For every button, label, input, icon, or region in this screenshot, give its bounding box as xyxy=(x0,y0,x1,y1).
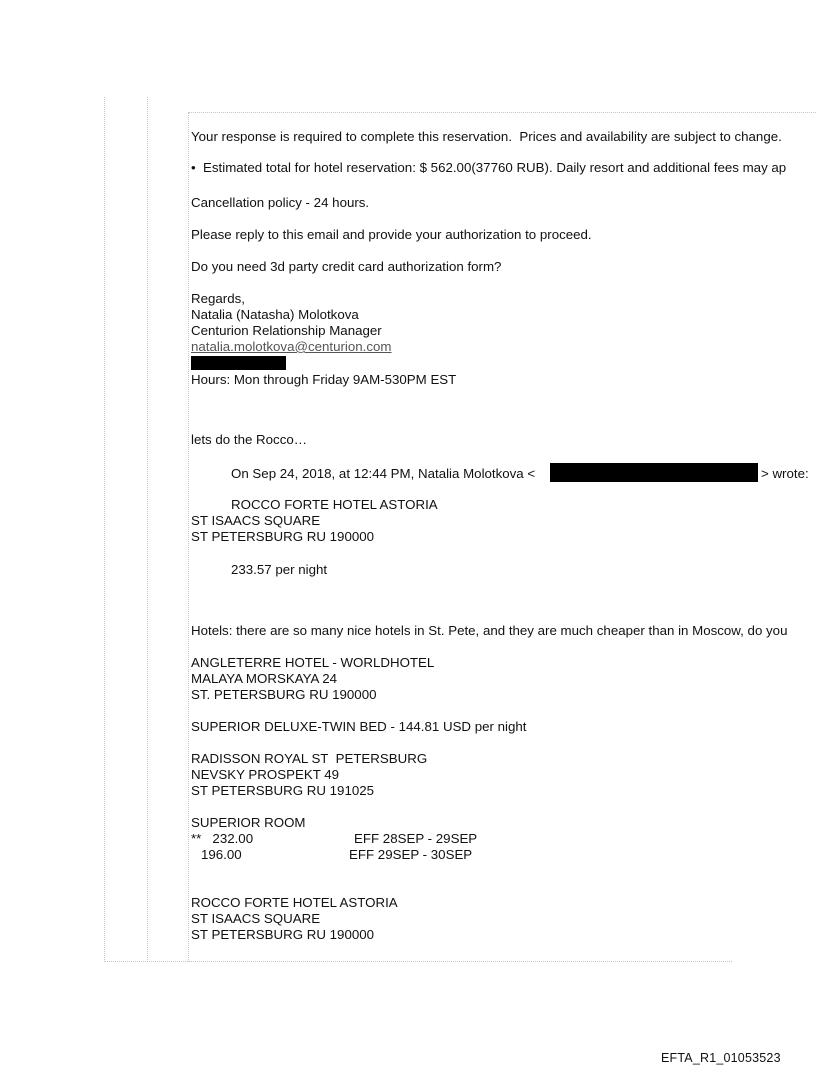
hotel-street: ST ISAACS SQUARE xyxy=(191,513,321,528)
redaction-bar xyxy=(191,356,286,370)
sender-title: Centurion Relationship Manager xyxy=(191,323,382,338)
hotel-name: RADISSON ROYAL ST PETERSBURG xyxy=(191,751,428,766)
hotels-intro-text: Hotels: there are so many nice hotels in St. Pete, and they are much cheaper than in Moscow, do you xyxy=(191,623,788,638)
sender-name: Natalia (Natasha) Molotkova xyxy=(191,307,359,322)
rate-price: 196.00 xyxy=(201,847,242,862)
hotel-city: ST PETERSBURG RU 190000 xyxy=(191,529,375,544)
response-required-text: Your response is required to complete this reservation. Prices and availability are subject to change. xyxy=(191,129,782,144)
hotel-name: ROCCO FORTE HOTEL ASTORIA xyxy=(191,895,398,910)
rate-effective-dates: EFF 29SEP - 30SEP xyxy=(349,847,473,862)
hotel-city: ST PETERSBURG RU 190000 xyxy=(191,927,375,942)
hotel-street: MALAYA MORSKAYA 24 xyxy=(191,671,338,686)
sender-email-link[interactable]: natalia.molotkova@centurion.com xyxy=(191,339,392,354)
hotel-room-type: SUPERIOR ROOM xyxy=(191,815,306,830)
hotel-city: ST. PETERSBURG RU 190000 xyxy=(191,687,377,702)
frame-left-border xyxy=(104,97,106,962)
third-party-form-question: Do you need 3d party credit card authorization form? xyxy=(191,259,502,274)
hotel-street: ST ISAACS SQUARE xyxy=(191,911,321,926)
redaction-bar xyxy=(550,463,758,482)
document-id: EFTA_R1_01053523 xyxy=(661,1051,781,1065)
estimated-total-text: • Estimated total for hotel reservation: $ 562.00(37760 RUB). Daily resort and additional fees may ap xyxy=(191,160,787,175)
hotel-price: 233.57 per night xyxy=(231,562,328,577)
frame-bottom-border xyxy=(104,961,732,963)
office-hours-text: Hours: Mon through Friday 9AM-530PM EST xyxy=(191,372,457,387)
please-reply-text: Please reply to this email and provide your authorization to proceed. xyxy=(191,227,592,242)
frame-inner-border xyxy=(188,112,190,962)
hotel-street: NEVSKY PROSPEKT 49 xyxy=(191,767,340,782)
frame-top-border xyxy=(188,112,816,114)
quote-header-suffix: > wrote: xyxy=(761,466,809,481)
regards-text: Regards, xyxy=(191,291,245,306)
hotel-name: ANGLETERRE HOTEL - WORLDHOTEL xyxy=(191,655,435,670)
quote-header-prefix: On Sep 24, 2018, at 12:44 PM, Natalia Molotkova < xyxy=(231,466,536,481)
frame-middle-border xyxy=(147,97,149,962)
hotel-city: ST PETERSBURG RU 191025 xyxy=(191,783,375,798)
rate-price: ** 232.00 xyxy=(191,831,254,846)
reply-text: lets do the Rocco… xyxy=(191,432,308,447)
hotel-room-rate: SUPERIOR DELUXE-TWIN BED - 144.81 USD per night xyxy=(191,719,527,734)
cancellation-policy-text: Cancellation policy - 24 hours. xyxy=(191,195,370,210)
rate-effective-dates: EFF 28SEP - 29SEP xyxy=(354,831,478,846)
hotel-name: ROCCO FORTE HOTEL ASTORIA xyxy=(231,497,438,512)
